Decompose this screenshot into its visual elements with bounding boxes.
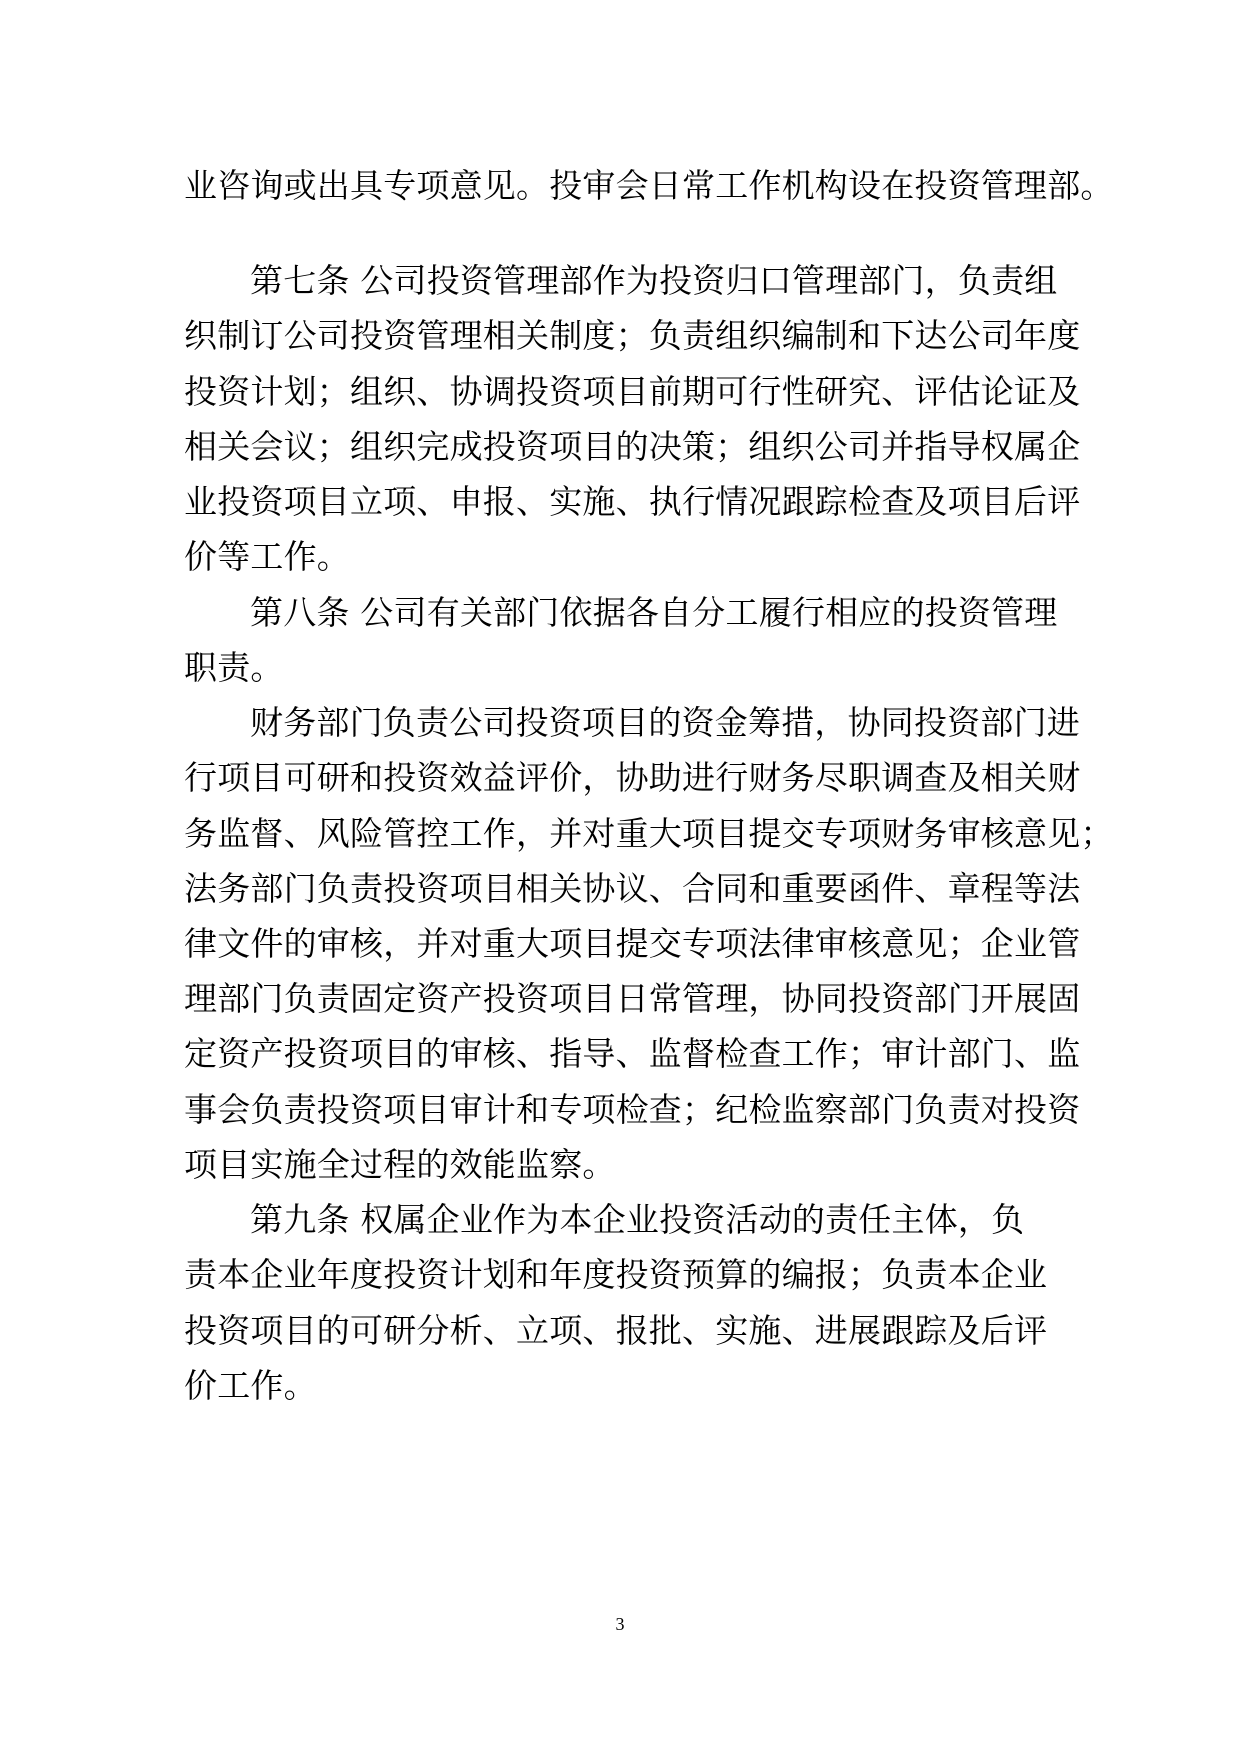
body-text-line: 投资计划；组织、协调投资项目前期可行性研究、评估论证及 (184, 372, 1081, 411)
body-text-line: 责本企业年度投资计划和年度投资预算的编报；负责本企业 (184, 1255, 1048, 1294)
body-text-line: 价等工作。 (184, 537, 350, 576)
body-text-line: 职责。 (184, 648, 284, 687)
body-text-line: 价工作。 (184, 1366, 317, 1405)
body-text-line: 法务部门负责投资项目相关协议、合同和重要函件、章程等法 (184, 869, 1081, 908)
body-text-line: 投资项目的可研分析、立项、报批、实施、进展跟踪及后评 (184, 1311, 1048, 1350)
body-text-line: 项目实施全过程的效能监察。 (184, 1145, 616, 1184)
body-text-line: 律文件的审核，并对重大项目提交专项法律审核意见；企业管 (184, 924, 1081, 963)
body-text-line: 理部门负责固定资产投资项目日常管理，协同投资部门开展固 (184, 979, 1081, 1018)
article-8-heading-line: 第八条 公司有关部门依据各自分工履行相应的投资管理 (250, 593, 1058, 632)
article-9-heading-line: 第九条 权属企业作为本企业投资活动的责任主体，负 (250, 1200, 1025, 1239)
article-7-heading-line: 第七条 公司投资管理部作为投资归口管理部门，负责组 (250, 261, 1058, 300)
body-text-line: 业咨询或出具专项意见。投审会日常工作机构设在投资管理部。 (184, 166, 1114, 205)
body-text-line: 事会负责投资项目审计和专项检查；纪检监察部门负责对投资 (184, 1090, 1081, 1129)
body-text-line: 业投资项目立项、申报、实施、执行情况跟踪检查及项目后评 (184, 482, 1081, 521)
paragraph-first-line: 财务部门负责公司投资项目的资金筹措，协同投资部门进 (250, 703, 1080, 742)
body-text-line: 定资产投资项目的审核、指导、监督检查工作；审计部门、监 (184, 1034, 1081, 1073)
body-text-line: 相关会议；组织完成投资项目的决策；组织公司并指导权属企 (184, 427, 1081, 466)
page-number: 3 (615, 1614, 625, 1634)
body-text-line: 织制订公司投资管理相关制度；负责组织编制和下达公司年度 (184, 316, 1081, 355)
body-text-line: 行项目可研和投资效益评价，协助进行财务尽职调查及相关财 (184, 758, 1081, 797)
body-text-line: 务监督、风险管控工作，并对重大项目提交专项财务审核意见； (184, 814, 1114, 853)
